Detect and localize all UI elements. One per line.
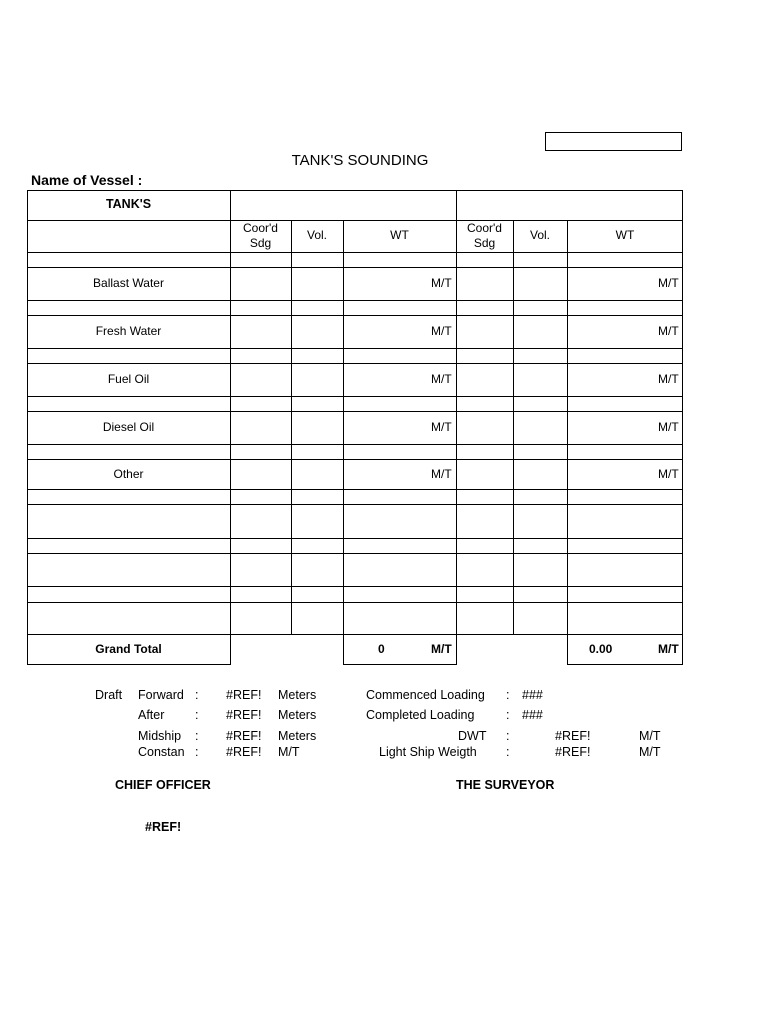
draft-midship-label: Midship (138, 729, 182, 743)
unit-label: M/T (658, 420, 679, 434)
draft-constan-unit: M/T (278, 745, 300, 759)
draft-midship-unit: Meters (278, 729, 317, 743)
reference-box (545, 132, 682, 151)
draft-constan-label: Constan (138, 745, 185, 759)
draft-label: Draft (95, 688, 123, 702)
tank-row-label: Fuel Oil (107, 372, 150, 386)
unit-label: M/T (658, 324, 679, 338)
colon: : (195, 688, 199, 702)
colon: : (506, 708, 510, 722)
draft-after-label: After (138, 708, 165, 722)
commenced-loading-label: Commenced Loading (366, 688, 485, 702)
dwt-value: #REF! (555, 729, 591, 743)
colon: : (506, 745, 510, 759)
dwt-unit: M/T (639, 729, 661, 743)
tank-row-label: Diesel Oil (102, 420, 155, 434)
dwt-label: DWT (458, 729, 487, 743)
vol-header-2: Vol. (529, 228, 550, 242)
tank-row-label: Fresh Water (95, 324, 162, 338)
coord-sdg-header-2 (456, 221, 513, 251)
vol-header-1: Vol. (306, 228, 327, 242)
unit-label: M/T (658, 372, 679, 386)
coord-line-2: Sdg (473, 236, 496, 250)
tank-row-label: Ballast Water (93, 276, 164, 290)
coord-line-1: Coor'd (467, 221, 502, 235)
page-title: TANK'S SOUNDING (291, 152, 429, 169)
tanks-header: TANK'S (105, 197, 152, 211)
draft-forward-value: #REF! (226, 688, 262, 702)
draft-after-unit: Meters (278, 708, 317, 722)
coord-line-2: Sdg (249, 236, 272, 250)
coord-line-1: Coor'd (243, 221, 278, 235)
commenced-loading-value: ### (522, 688, 543, 702)
unit-label: M/T (431, 324, 452, 338)
wt-header-1: WT (390, 228, 409, 242)
lightship-unit: M/T (639, 745, 661, 759)
colon: : (506, 688, 510, 702)
unit-label: M/T (431, 372, 452, 386)
grand-total-left-value: 0 (378, 642, 385, 656)
grand-total-right-unit: M/T (658, 642, 679, 656)
coord-sdg-header-1 (230, 221, 291, 251)
grand-total-left-unit: M/T (431, 642, 452, 656)
unit-label: M/T (431, 420, 452, 434)
grand-total-label: Grand Total (95, 642, 162, 656)
unit-label: M/T (658, 276, 679, 290)
unit-label: M/T (658, 467, 679, 481)
wt-header-2: WT (615, 228, 635, 242)
draft-midship-value: #REF! (226, 729, 262, 743)
colon: : (195, 745, 199, 759)
completed-loading-value: ### (522, 708, 543, 722)
draft-after-value: #REF! (226, 708, 262, 722)
colon: : (195, 708, 199, 722)
chief-officer-value: #REF! (145, 820, 182, 834)
chief-officer-label: CHIEF OFFICER (115, 778, 211, 792)
vessel-name-label: Name of Vessel : (31, 172, 143, 188)
colon: : (506, 729, 510, 743)
lightship-value: #REF! (555, 745, 591, 759)
lightship-label: Light Ship Weigth (379, 745, 477, 759)
grand-total-right-value: 0.00 (589, 642, 613, 656)
completed-loading-label: Completed Loading (366, 708, 475, 722)
draft-forward-label: Forward (138, 688, 184, 702)
draft-forward-unit: Meters (278, 688, 317, 702)
tank-row-label: Other (113, 467, 144, 481)
unit-label: M/T (431, 467, 452, 481)
draft-constan-value: #REF! (226, 745, 262, 759)
surveyor-label: THE SURVEYOR (456, 778, 555, 792)
colon: : (195, 729, 199, 743)
unit-label: M/T (431, 276, 452, 290)
